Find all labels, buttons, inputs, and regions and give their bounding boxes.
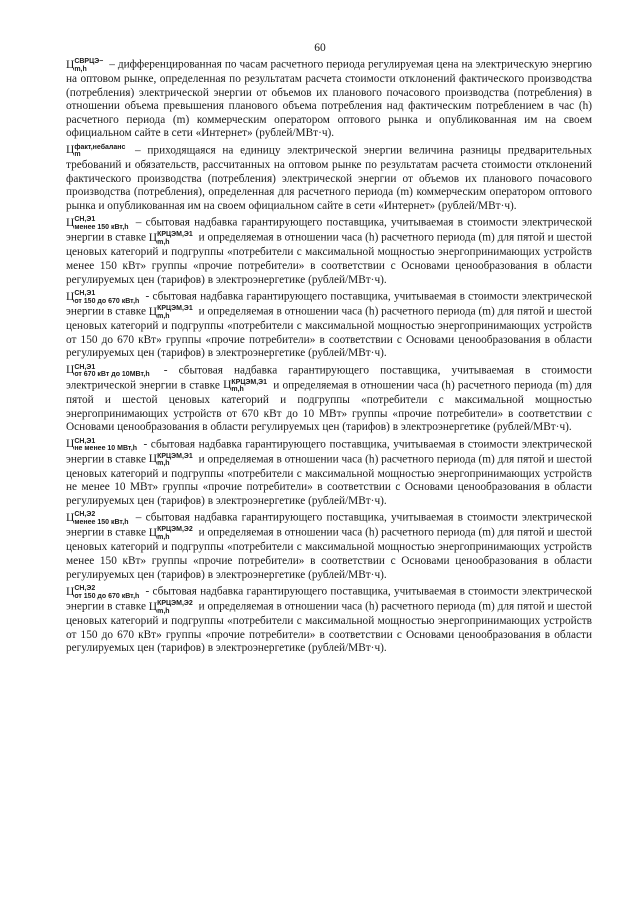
- symbol-superscript: КРЦЭМ,Э1: [231, 378, 268, 386]
- rate-symbol: Ц КРЦЭМ,Э1 m,h: [223, 378, 268, 394]
- definition-text: - сбытовая надбавка гарантирующего поставщика, учитываемая в стоимости электрической энергии в ставке: [66, 290, 592, 318]
- page-number: 60: [314, 42, 326, 54]
- price-symbol: Ц СН,Э1 менее 150 кВт,h: [66, 216, 129, 231]
- symbol-subscript: менее 150 кВт,h: [74, 518, 129, 526]
- symbol-superscript: факт,небаланс: [74, 143, 126, 151]
- price-symbol: Ц СН,Э2 от 150 до 670 кВт,h: [66, 585, 140, 600]
- symbol-superscript: СН,Э1: [74, 290, 96, 298]
- price-symbol: Ц факт,небаланс m: [66, 143, 126, 159]
- symbol-superscript: СН,Э1: [74, 437, 96, 445]
- definition-text: – дифференцированная по часам расчетного периода регулируемая цена на электрическую энергию на оптовом рынке, определенная по результатам расчета стоимости отклонений фактического производства (потребления) электрической энергии от объемов их планового почасового производства (потребления) в отношении объема превышения планового объема потребления над фактическим потреблением в час (h) расчетного периода (m) коммерческим оператором оптового рынка и опубликованная им на своем официальном сайте в сети «Интернет» (рублей/МВт·ч).: [66, 58, 592, 140]
- price-symbol: Ц СН,Э1 не менее 10 МВт,h: [66, 437, 138, 453]
- definition-text: - сбытовая надбавка гарантирующего поставщика, учитываемая в стоимости электрической энергии в ставке: [66, 364, 592, 392]
- symbol-subscript: m,h: [157, 607, 170, 615]
- rate-symbol: Ц КРЦЭМ,Э1 m,h: [148, 305, 193, 320]
- symbol-subscript: m,h: [157, 533, 170, 541]
- symbol-subscript: от 150 до 670 кВт,h: [74, 592, 140, 600]
- symbol-subscript: от 150 до 670 кВт,h: [74, 297, 140, 305]
- rate-symbol: Ц КРЦЭМ,Э1 m,h: [148, 452, 193, 468]
- definition-text: и определяемая в отношении часа (h) расчетного периода (m) для пятой и шестой ценовых категорий и подгруппы «потребители с максимальной мощностью энергопринимающих устройств от 150 до 670 кВт» группы «прочие потребители» в соответствии с Основами ценообразования в области регулируемых цен (тарифов) в электроэнергетике (рублей/МВт·ч).: [66, 305, 592, 360]
- price-symbol: Ц СН,Э1 от 670 кВт до 10МВт,h: [66, 363, 150, 379]
- symbol-superscript: СН,Э1: [74, 216, 96, 224]
- definition-text: и определяемая в отношении часа (h) расчетного периода (m) для пятой и шестой ценовых категорий и подгруппы «потребители с максимальной мощностью энергопринимающих устройств менее 150 кВт» группы «прочие потребители» в соответствии с Основами ценообразования в области регулируемых цен (тарифов) в электроэнергетике (рублей/МВт·ч).: [66, 231, 592, 286]
- symbol-superscript: КРЦЭМ,Э1: [157, 452, 193, 460]
- document-body: [66, 58, 592, 659]
- symbol-subscript: m,h: [74, 65, 87, 73]
- price-symbol: Ц СН,Э2 менее 150 кВт,h: [66, 511, 129, 526]
- definition-paragraph: [66, 290, 592, 361]
- symbol-subscript: от 670 кВт до 10МВт,h: [74, 371, 150, 379]
- definition-text: – сбытовая надбавка гарантирующего поставщика, учитываемая в стоимости электрической энергии в ставке: [66, 216, 592, 244]
- price-symbol: Ц СВРЦЭ− m,h: [66, 58, 104, 73]
- symbol-subscript: m: [74, 151, 81, 159]
- definition-text: – сбытовая надбавка гарантирующего поставщика, учитываемая в стоимости электрической энергии в ставке: [66, 511, 592, 539]
- definition-paragraph: [66, 144, 592, 213]
- symbol-superscript: СН,Э2: [74, 585, 96, 593]
- symbol-subscript: m,h: [157, 460, 170, 468]
- symbol-subscript: m,h: [231, 386, 244, 394]
- definition-text: и определяемая в отношении часа (h) расчетного периода (m) для пятой и шестой ценовых категорий и подгруппы «потребители с максимальной мощностью энергопринимающих устройств от 670 кВт до 10 МВт» группы «прочие потребители» в соответствии с Основами ценообразования в области регулируемых цен (тарифов) в электроэнергетике (рублей/МВт·ч).: [66, 379, 592, 434]
- definition-text: и определяемая в отношении часа (h) расчетного периода (m) для пятой и шестой ценовых категорий и подгруппы «потребители с максимальной мощностью энергопринимающих устройств менее 150 кВт» группы «прочие потребители» в соответствии с Основами ценообразования в области регулируемых цен (тарифов) в электроэнергетике (рублей/МВт·ч).: [66, 526, 592, 581]
- symbol-subscript: m,h: [157, 238, 170, 246]
- definition-paragraph: [66, 585, 592, 656]
- symbol-superscript: СН,Э2: [74, 511, 96, 519]
- symbol-superscript: СВРЦЭ−: [74, 58, 104, 65]
- definition-text: и определяемая в отношении часа (h) расчетного периода (m) для пятой и шестой ценовых категорий и подгруппы «потребители с максимальной мощностью энергопринимающих устройств не менее 10 МВт» группы «прочие потребители» в соответствии с Основами ценообразования в области регулируемых цен (тарифов) в электроэнергетике (рублей/МВт·ч).: [66, 453, 592, 507]
- rate-symbol: Ц КРЦЭМ,Э2 m,h: [148, 526, 193, 541]
- definition-paragraph: [66, 511, 592, 582]
- definition-paragraph: [66, 364, 592, 435]
- definition-text: - сбытовая надбавка гарантирующего поставщика, учитываемая в стоимости электрической энергии в ставке: [66, 585, 592, 613]
- symbol-superscript: КРЦЭМ,Э2: [157, 526, 193, 534]
- symbol-superscript: КРЦЭМ,Э1: [157, 231, 193, 239]
- definition-text: и определяемая в отношении часа (h) расчетного периода (m) для пятой и шестой ценовых категорий и подгруппы «потребители с максимальной мощностью энергопринимающих устройств от 150 до 670 кВт» группы «прочие потребители» в соответствии с Основами ценообразования в области регулируемых цен (тарифов) в электроэнергетике (рублей/МВт·ч).: [66, 600, 592, 655]
- symbol-superscript: СН,Э1: [74, 363, 96, 371]
- symbol-superscript: КРЦЭМ,Э1: [157, 305, 193, 313]
- symbol-superscript: КРЦЭМ,Э2: [157, 600, 193, 608]
- rate-symbol: Ц КРЦЭМ,Э1 m,h: [148, 231, 193, 246]
- definition-text: – приходящаяся на единицу электрической энергии величина разницы предварительных требований и обязательств, рассчитанных на оптовом рынке по результатам расчета стоимости отклонений фактического производства (потребления) электрической энергии от объемов их планового почасового производства (потребления), определенная для расчетного периода (m) коммерческим оператором оптового рынка и опубликованная им на своем официальном сайте в сети «Интернет» (рублей/МВт·ч).: [66, 144, 592, 212]
- definition-paragraph: [66, 58, 592, 141]
- symbol-subscript: менее 150 кВт,h: [74, 223, 129, 231]
- price-symbol: Ц СН,Э1 от 150 до 670 кВт,h: [66, 290, 140, 305]
- definition-paragraph: [66, 438, 592, 509]
- rate-symbol: Ц КРЦЭМ,Э2 m,h: [148, 600, 193, 615]
- definition-paragraph: [66, 216, 592, 287]
- definition-text: - сбытовая надбавка гарантирующего поставщика, учитываемая в стоимости электрической энергии в ставке: [66, 438, 592, 466]
- symbol-subscript: m,h: [157, 312, 170, 320]
- symbol-subscript: не менее 10 МВт,h: [74, 445, 138, 453]
